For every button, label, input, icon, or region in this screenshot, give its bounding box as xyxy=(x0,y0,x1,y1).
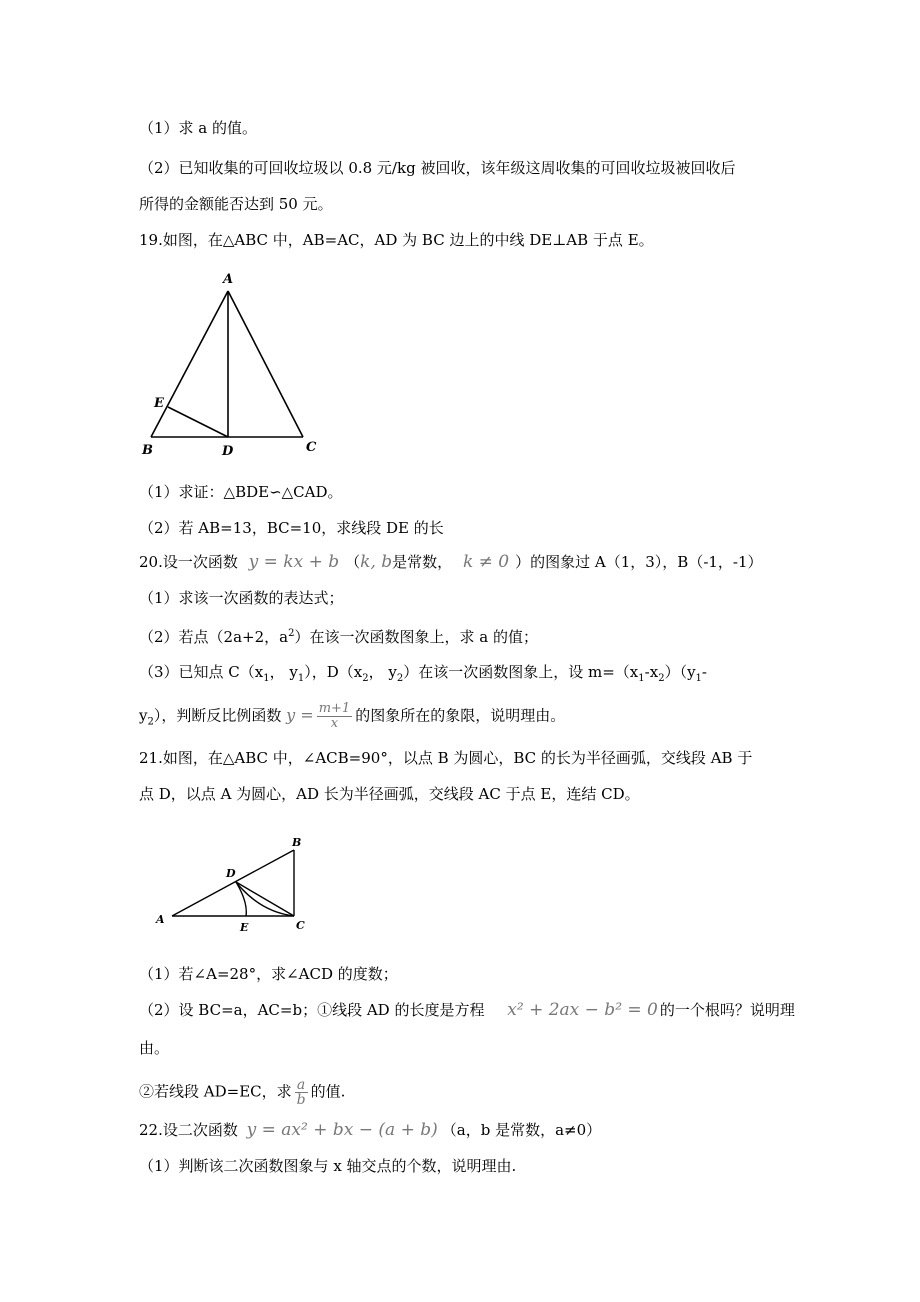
q21-stem: 21.如图，在△ABC 中，∠ACB=90°，以点 B 为圆心，BC 的长为半径画弧，交线段 AB 于 xyxy=(139,749,753,767)
triangle-figure-q19 xyxy=(130,265,330,465)
label-C: C xyxy=(296,919,305,932)
q22-part1: （1）判断该二次函数图象与 x 轴交点的个数，说明理由. xyxy=(139,1157,517,1175)
q21-part1: （1）若∠A=28°，求∠ACD 的度数； xyxy=(139,965,398,983)
q21-part2: （2）设 BC=a，AC=b；①线段 AD 的长度是方程 x² + 2ax − b² = 0 的一个根吗？说明理 xyxy=(139,1000,795,1020)
q21-part2-cont: 由。 xyxy=(139,1039,170,1057)
q19-part1: （1）求证：△BDE∽△CAD。 xyxy=(139,483,343,501)
q20-part3-cont: $y_2$），判断反比例函数 y = $\frac{m+1}{x}$ 的图象所在的象限，说明理由。 xyxy=(139,701,566,731)
q20-stem: 20.设一次函数 y = kx + b （k, b是常数， k ≠ 0 ）的图象过 A（1，3），B（-1，-1） xyxy=(139,552,763,572)
q19-stem: 19.如图，在△ABC 中，AB=AC，AD 为 BC 边上的中线 DE⊥AB 于点 E。 xyxy=(139,231,654,249)
q19-part2: （2）若 AB=13，BC=10，求线段 DE 的长 xyxy=(139,519,444,537)
label-C: C xyxy=(306,440,317,455)
q20-part1: （1）求该一次函数的表达式； xyxy=(139,589,344,607)
q22-stem: 22.设二次函数 y = ax² + bx − (a + b) （a，b 是常数，a≠0） xyxy=(139,1120,602,1140)
q18-part1: （1）求 a 的值。 xyxy=(139,119,258,137)
q20-part2: （2）若点（2a+2，$a^2$）在该一次函数图象上，求 a 的值； xyxy=(139,628,538,646)
label-A: A xyxy=(223,272,234,287)
q21-part3: ②若线段 AD=EC，求 $\frac{a}{b}$ 的值. xyxy=(139,1077,346,1108)
label-E: E xyxy=(240,921,249,934)
triangle-figure-q21 xyxy=(150,830,320,940)
q20-part3: （3）已知点 $C(x_1$， $y_1$），$D(x_2$， $y_2$）在该一次函数图象上，设 $m=(x_1-x_2)(y_1-$ xyxy=(139,663,707,684)
label-B: B xyxy=(292,836,302,849)
label-B: B xyxy=(142,443,153,458)
label-D: D xyxy=(222,444,234,459)
q18-part2-cont: 所得的金额能否达到 50 元。 xyxy=(139,195,333,213)
label-D: D xyxy=(226,867,236,880)
q18-part2: （2）已知收集的可回收垃圾以 0.8 元/kg 被回收，该年级这周收集的可回收垃圾被回收后 xyxy=(139,159,736,177)
label-A: A xyxy=(156,913,165,926)
label-E: E xyxy=(154,396,164,411)
q21-stem-cont: 点 D，以点 A 为圆心，AD 长为半径画弧，交线段 AC 于点 E，连结 CD。 xyxy=(139,785,640,803)
